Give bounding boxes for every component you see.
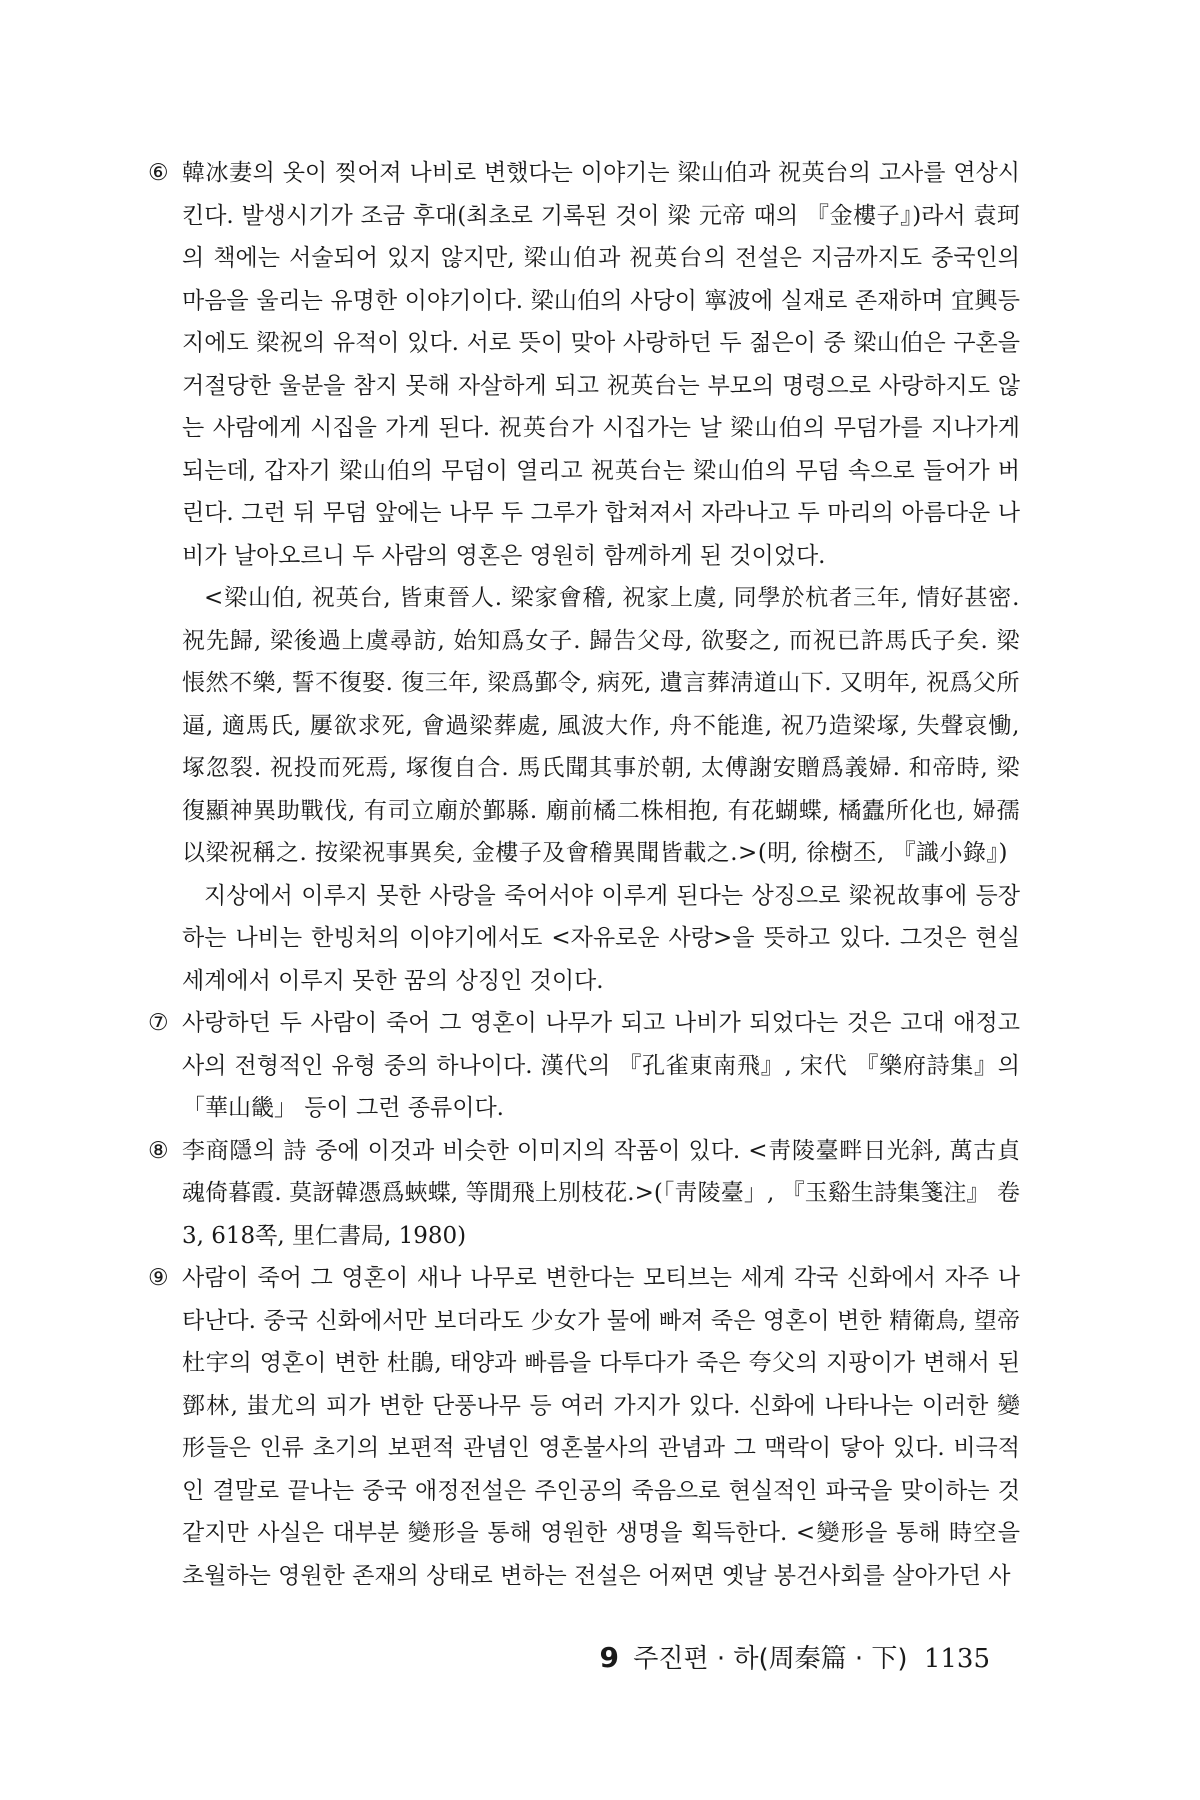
note-6 xyxy=(148,152,1020,577)
note-number: ⑧ xyxy=(148,1137,169,1164)
note-text: 사람이 죽어 그 영혼이 새나 나무로 변한다는 모티브는 세계 각국 신화에서 자주 나타난다. 중국 신화에서만 보더라도 少女가 물에 빠져 죽은 영혼이 변한 精衛鳥, 望帝 杜宇의 영혼이 변한 杜鵑, 태양과 빠름을 다투다가 죽은 夸父의 지팡이가 변해서 된 鄧林, 蚩尤의 피가 변한 단풍나무 등 여러 가지가 있다. 신화에 나타나는 이러한 變形들은 인류 초기의 보편적 관념인 영혼불사의 관념과 그 맥락이 닿아 있다. 비극적인 결말로 끝나는 중국 애정전설은 주인공의 죽음으로 현실적인 파국을 맞이하는 것 같지만 사실은 대부분 變形을 통해 영원한 생명을 획득한다. <變形을 통해 時空을 초월하는 영원한 존재의 상태로 변하는 전설은 어쩌면 옛날 봉건사회를 살아가던 사 xyxy=(182,1265,1020,1589)
note-text: 李商隱의 詩 중에 이것과 비슷한 이미지의 작품이 있다. <靑陵臺畔日光斜, 萬古貞魂倚暮霞. 莫訝韓憑爲蛺蝶, 等閒飛上別枝花.>(「靑陵臺」, 『玉谿生詩集箋注』 卷3, 618쪽, 里仁書局, 1980) xyxy=(182,1137,1020,1249)
classical-quote: <梁山伯, 祝英台, 皆東晉人. 梁家會稽, 祝家上虞, 同學於杭者三年, 情好甚密. 祝先歸, 梁後過上虞尋訪, 始知爲女子. 歸告父母, 欲娶之, 而祝已許馬氏子矣. 梁悵然不樂, 誓不復娶. 復三年, 梁爲鄞令, 病死, 遺言葬淸道山下. 又明年, 祝爲父所逼, 適馬氏, 屢欲求死, 會過梁葬處, 風波大作, 舟不能進, 祝乃造梁塚, 失聲哀慟, 塚忽裂. 祝投而死焉, 塚復自合. 馬氏聞其事於朝, 太傅謝安贈爲義婦. 和帝時, 梁復顯神異助戰伐, 有司立廟於鄞縣. 廟前橘二株相抱, 有花蝴蝶, 橘蠹所化也, 婦孺以梁祝稱之. 按梁祝事異矣, 金樓子及會稽異聞皆載之.>(明, 徐樹丕, 『識小錄』) xyxy=(182,585,1020,866)
note-text: 사랑하던 두 사람이 죽어 그 영혼이 나무가 되고 나비가 되었다는 것은 고대 애정고사의 전형적인 유형 중의 하나이다. 漢代의 『孔雀東南飛』, 宋代 『樂府詩集』의 「華山畿」 등이 그런 종류이다. xyxy=(182,1010,1020,1121)
chapter-number: 9 xyxy=(599,1641,619,1674)
note-number: ⑨ xyxy=(148,1265,169,1291)
running-footer xyxy=(0,1638,990,1675)
notes-body xyxy=(148,152,1020,1597)
note-7 xyxy=(148,1002,1020,1130)
note-number: ⑦ xyxy=(148,1010,169,1036)
note-number: ⑥ xyxy=(148,160,169,186)
page-number: 1135 xyxy=(923,1644,990,1674)
note-8 xyxy=(148,1130,1020,1258)
chapter-title: 주진편 · 하(周秦篇 · 下) xyxy=(633,1644,908,1674)
note-text: 韓冰妻의 옷이 찢어져 나비로 변했다는 이야기는 梁山伯과 祝英台의 고사를 연상시킨다. 발생시기가 조금 후대(최초로 기록된 것이 梁 元帝 때의 『金樓子』)라서 袁珂의 책에는 서술되어 있지 않지만, 梁山伯과 祝英台의 전설은 지금까지도 중국인의 마음을 울리는 유명한 이야기이다. 梁山伯의 사당이 寧波에 실재로 존재하며 宜興등지에도 梁祝의 유적이 있다. 서로 뜻이 맞아 사랑하던 두 젊은이 중 梁山伯은 구혼을 거절당한 울분을 참지 못해 자살하게 되고 祝英台는 부모의 명령으로 사랑하지도 않는 사람에게 시집을 가게 된다. 祝英台가 시집가는 날 梁山伯의 무덤가를 지나가게 되는데, 갑자기 梁山伯의 무덤이 열리고 祝英台는 梁山伯의 무덤 속으로 들어가 버린다. 그런 뒤 무덤 앞에는 나무 두 그루가 합쳐져서 자라나고 두 마리의 아름다운 나비가 날아오르니 두 사람의 영혼은 영원히 함께하게 된 것이었다. xyxy=(182,160,1020,569)
note-continuation: 지상에서 이루지 못한 사랑을 죽어서야 이루게 된다는 상징으로 梁祝故事에 등장하는 나비는 한빙처의 이야기에서도 <자유로운 사랑>을 뜻하고 있다. 그것은 현실세계에서 이루지 못한 꿈의 상징인 것이다. xyxy=(182,882,1020,994)
note-9 xyxy=(148,1257,1020,1597)
